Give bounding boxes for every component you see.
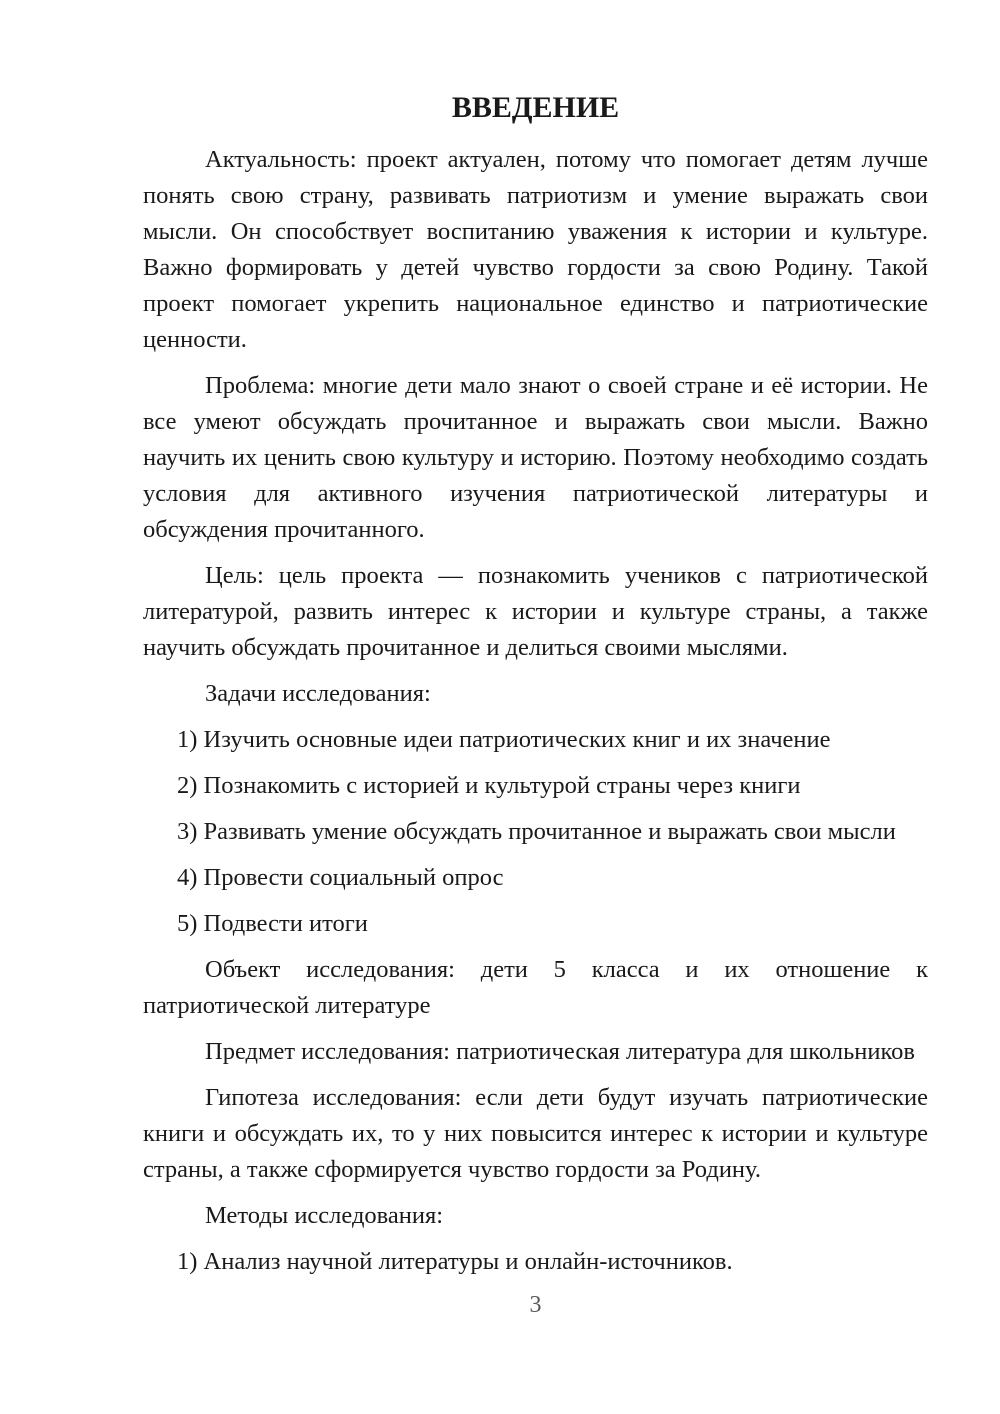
paragraph-hypothesis: Гипотеза исследования: если дети будут изучать патриотические книги и обсуждать их, то у них повысится интерес к истории и культуре страны, а также сформируется чувство гордости за Родину.: [143, 1084, 928, 1183]
methods-heading: Методы исследования:: [205, 1202, 444, 1229]
methods-list: [143, 1244, 928, 1280]
paragraph-relevance: Актуальность: проект актуален, потому что помогает детям лучше понять свою страну, развивать патриотизм и умение выражать свои мысли. Он способствует воспитанию уважения к истории и культуре. Важно формировать у детей чувство гордости за свою Родину. Такой проект помогает укрепить национальное единство и патриотические ценности.: [143, 146, 928, 353]
tasks-list: [143, 722, 928, 942]
page-number: 3: [529, 1292, 542, 1318]
task-item-2: 2) Познакомить с историей и культурой страны через книги: [177, 772, 801, 799]
task-item-5: 5) Подвести итоги: [177, 910, 368, 937]
task-item-4: 4) Провести социальный опрос: [177, 864, 504, 891]
paragraph-object: Объект исследования: дети 5 класса и их отношение к патриотической литературе: [143, 956, 928, 1019]
tasks-heading: Задачи исследования:: [205, 680, 431, 707]
method-item-1: 1) Анализ научной литературы и онлайн-источников.: [177, 1248, 733, 1275]
paragraph-subject: Предмет исследования: патриотическая литература для школьников: [205, 1038, 915, 1065]
paragraph-goal: Цель: цель проекта — познакомить учеников с патриотической литературой, развить интерес к истории и культуре страны, а также научить обсуждать прочитанное и делиться своими мыслями.: [143, 562, 928, 661]
paragraph-problem: Проблема: многие дети мало знают о своей стране и её истории. Не все умеют обсуждать прочитанное и выражать свои мысли. Важно научить их ценить свою культуру и историю. Поэтому необходимо создать условия для активного изучения патриотической литературы и обсуждения прочитанного.: [143, 372, 928, 543]
task-item-3: 3) Развивать умение обсуждать прочитанное и выражать свои мысли: [177, 818, 896, 845]
task-item-1: 1) Изучить основные идеи патриотических книг и их значение: [177, 726, 831, 753]
page-title: ВВЕДЕНИЕ: [451, 91, 620, 124]
